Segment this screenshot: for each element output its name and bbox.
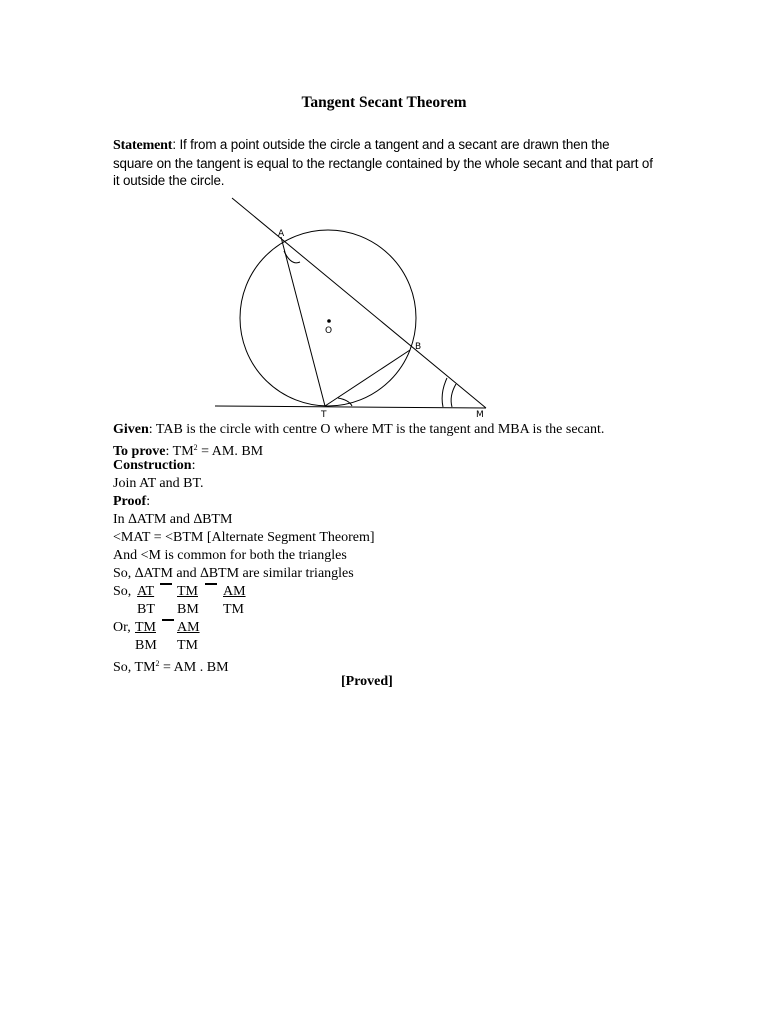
page-title: Tangent Secant Theorem bbox=[301, 94, 467, 111]
construction-detail: Join AT and BT. bbox=[113, 476, 204, 491]
construction-label: Construction bbox=[113, 458, 192, 473]
angle-arc-m-2 bbox=[442, 378, 447, 407]
label-m: M bbox=[476, 410, 484, 420]
ratio-equation-1 bbox=[113, 583, 673, 619]
ratio1-den-2: BM bbox=[177, 602, 199, 617]
ratio2-equals bbox=[162, 619, 174, 621]
conclusion-text: So, TM bbox=[113, 660, 156, 675]
proof-colon: : bbox=[146, 494, 151, 509]
ratio-equation-2 bbox=[113, 619, 673, 655]
proof-line-1: In ∆ATM and ∆BTM bbox=[113, 512, 233, 527]
statement-label: Statement bbox=[113, 138, 173, 153]
ratio1-num-3: AM bbox=[223, 584, 246, 599]
proof-line-3: And <M is common for both the triangles bbox=[113, 548, 347, 563]
proved-mark: [Proved] bbox=[341, 674, 393, 689]
given-text: : TAB is the circle with centre O where MT is the tangent and MBA is the secant. bbox=[148, 422, 605, 437]
conclusion-rest: = AM . BM bbox=[159, 660, 229, 675]
proof-body bbox=[113, 421, 673, 691]
ratio1-num-1: AT bbox=[137, 584, 155, 599]
proof-line-2: <MAT = <BTM [Alternate Segment Theorem] bbox=[113, 530, 375, 545]
proof-label: Proof bbox=[113, 494, 147, 509]
ratio1-equals-1 bbox=[160, 583, 172, 585]
to-prove-label: To prove bbox=[113, 444, 166, 459]
ratio2-den-2: TM bbox=[177, 638, 198, 653]
label-o: O bbox=[325, 326, 333, 336]
angle-arc-m-1 bbox=[451, 384, 456, 407]
statement-paragraph bbox=[113, 136, 653, 190]
given-label: Given bbox=[113, 422, 149, 437]
construction-line bbox=[113, 457, 673, 475]
given-line bbox=[113, 421, 673, 439]
ratio1-den-1: BT bbox=[137, 602, 155, 617]
label-t: T bbox=[321, 410, 327, 420]
ratio2-prefix: Or, bbox=[113, 620, 131, 635]
ratio2-den-1: BM bbox=[135, 638, 157, 653]
to-prove-sup: 2 bbox=[193, 443, 198, 452]
label-a: A bbox=[278, 229, 285, 239]
ratio1-num-2: TM bbox=[177, 584, 198, 599]
center-point bbox=[327, 319, 331, 323]
conclusion-sup: 2 bbox=[155, 659, 160, 668]
to-prove-line bbox=[113, 439, 673, 457]
proved-line bbox=[113, 673, 673, 691]
label-b: B bbox=[415, 342, 422, 352]
ratio1-equals-2 bbox=[205, 583, 217, 585]
construction-colon: : bbox=[191, 458, 196, 473]
ratio1-prefix: So, bbox=[113, 584, 132, 599]
proof-line-4: So, ∆ATM and ∆BTM are similar triangles bbox=[113, 566, 354, 581]
chord-at bbox=[281, 237, 325, 406]
chord-bt bbox=[325, 350, 410, 406]
geometry-figure bbox=[210, 194, 500, 424]
secant-line bbox=[232, 198, 486, 408]
ratio1-den-3: TM bbox=[223, 602, 244, 617]
to-prove-text: : TM bbox=[165, 444, 194, 459]
to-prove-rest: = AM. BM bbox=[197, 444, 264, 459]
conclusion-line bbox=[113, 655, 673, 673]
ratio2-num-2: AM bbox=[177, 620, 200, 635]
tangent-line bbox=[215, 406, 486, 408]
statement-text: : If from a point outside the circle a tangent and a secant are drawn then the square on the tangent is equal to the rectangle contained by the whole secant and that part of it outside the circle. bbox=[113, 137, 653, 188]
circle bbox=[240, 230, 416, 406]
proof-heading bbox=[113, 493, 673, 511]
ratio2-num-1: TM bbox=[135, 620, 156, 635]
